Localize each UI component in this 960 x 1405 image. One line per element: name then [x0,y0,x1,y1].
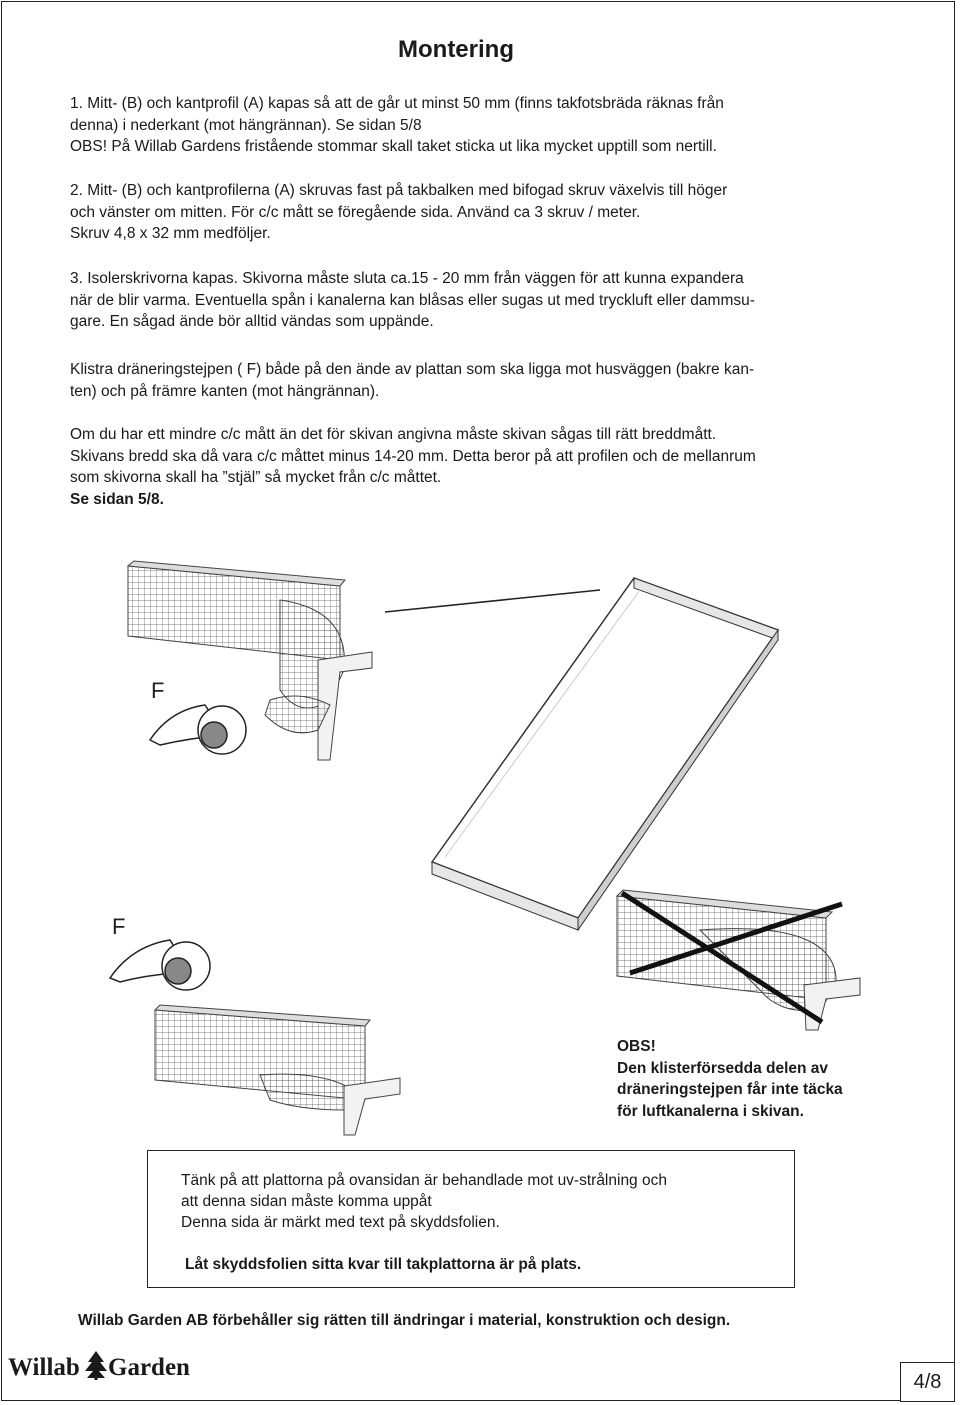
white-panel [432,578,778,930]
obs-heading: OBS! [617,1038,656,1055]
logo-text-right: Garden [108,1354,190,1381]
cc-paragraph-line: Om du har ett mindre c/c mått än det för skivan angivna måste skivan sågas till rätt breddmått. [70,426,717,443]
notice-line: Tänk på att plattorna på ovansidan är behandlade mot uv-strålning och [181,1172,667,1189]
notice-line: Denna sida är märkt med text på skyddsfolien. [181,1214,500,1231]
leader-line [385,590,600,612]
cc-paragraph-line: som skivorna skall ha ”stjäl” så mycket från c/c måttet. [70,469,442,486]
step-3-line: gare. En sågad ände bör alltid vändas som uppände. [70,313,434,330]
tape-paragraph-line: ten) och på främre kanten (mot hängrännan). [70,382,380,400]
step-2-line: 2. Mitt- (B) och kantprofilerna (A) skruvas fast på takbalken med bifogad skruv växelvis till höger [70,182,728,199]
disclaimer: Willab Garden AB förbehåller sig rätten till ändringar i material, konstruktion och design. [78,1312,731,1329]
notice-strong-line: Låt skyddsfolien sitta kvar till takplattorna är på plats. [185,1256,582,1273]
correct-example [155,1005,400,1135]
notice-line: att denna sidan måste komma uppåt [181,1193,432,1210]
tape-label-2: F [112,914,126,939]
page-title: Montering [398,36,514,63]
step-3-line: när de blir varma. Eventuella spån i kanalerna kan blåsas eller sugas ut med tryckluft eller dammsu- [70,291,755,309]
obs-line: för luftkanalerna i skivan. [617,1102,804,1120]
tape-label-1: F [151,678,165,703]
step-2-line: och vänster om mitten. För c/c mått se föregående sida. Använd ca 3 skruv / meter. [70,203,641,221]
uv-notice-box [147,1150,795,1288]
incorrect-example [617,890,860,1030]
step-1-line: denna) i nederkant (mot hängrännan). Se sidan 5/8 [70,116,422,134]
obs-line: dräneringstejpen får inte täcka [617,1081,843,1098]
willab-garden-logo [8,1348,193,1382]
cc-paragraph-reference: Se sidan 5/8. [70,490,164,508]
step-1-line: 1. Mitt- (B) och kantprofil (A) kapas så att de går ut minst 50 mm (finns takfotsbräda räknas från [70,95,724,112]
cc-paragraph-line: Skivans bredd ska då vara c/c måttet minus 14-20 mm. Detta beror på att profilen och de mellanrum [70,447,756,465]
tape-roll-1 [150,678,246,754]
step-2-line: Skruv 4,8 x 32 mm medföljer. [70,225,271,242]
obs-line: Den klisterförsedda delen av [617,1059,829,1077]
step-1-line: OBS! På Willab Gardens fristående stommar skall taket sticka ut lika mycket upptill som nertill. [70,138,717,155]
obs-note [617,1036,907,1122]
tree-icon [85,1351,107,1380]
step-3-line: 3. Isolerskrivorna kapas. Skivorna måste sluta ca.15 - 20 mm från väggen för att kunna expandera [70,270,744,287]
page-number: 4/8 [900,1362,955,1402]
tape-roll-2 [110,914,210,990]
tape-paragraph-line: Klistra dräneringstejpen ( F) både på den ände av plattan som ska ligga mot husväggen (bakre kan- [70,361,755,378]
logo-text-left: Willab [8,1354,80,1381]
